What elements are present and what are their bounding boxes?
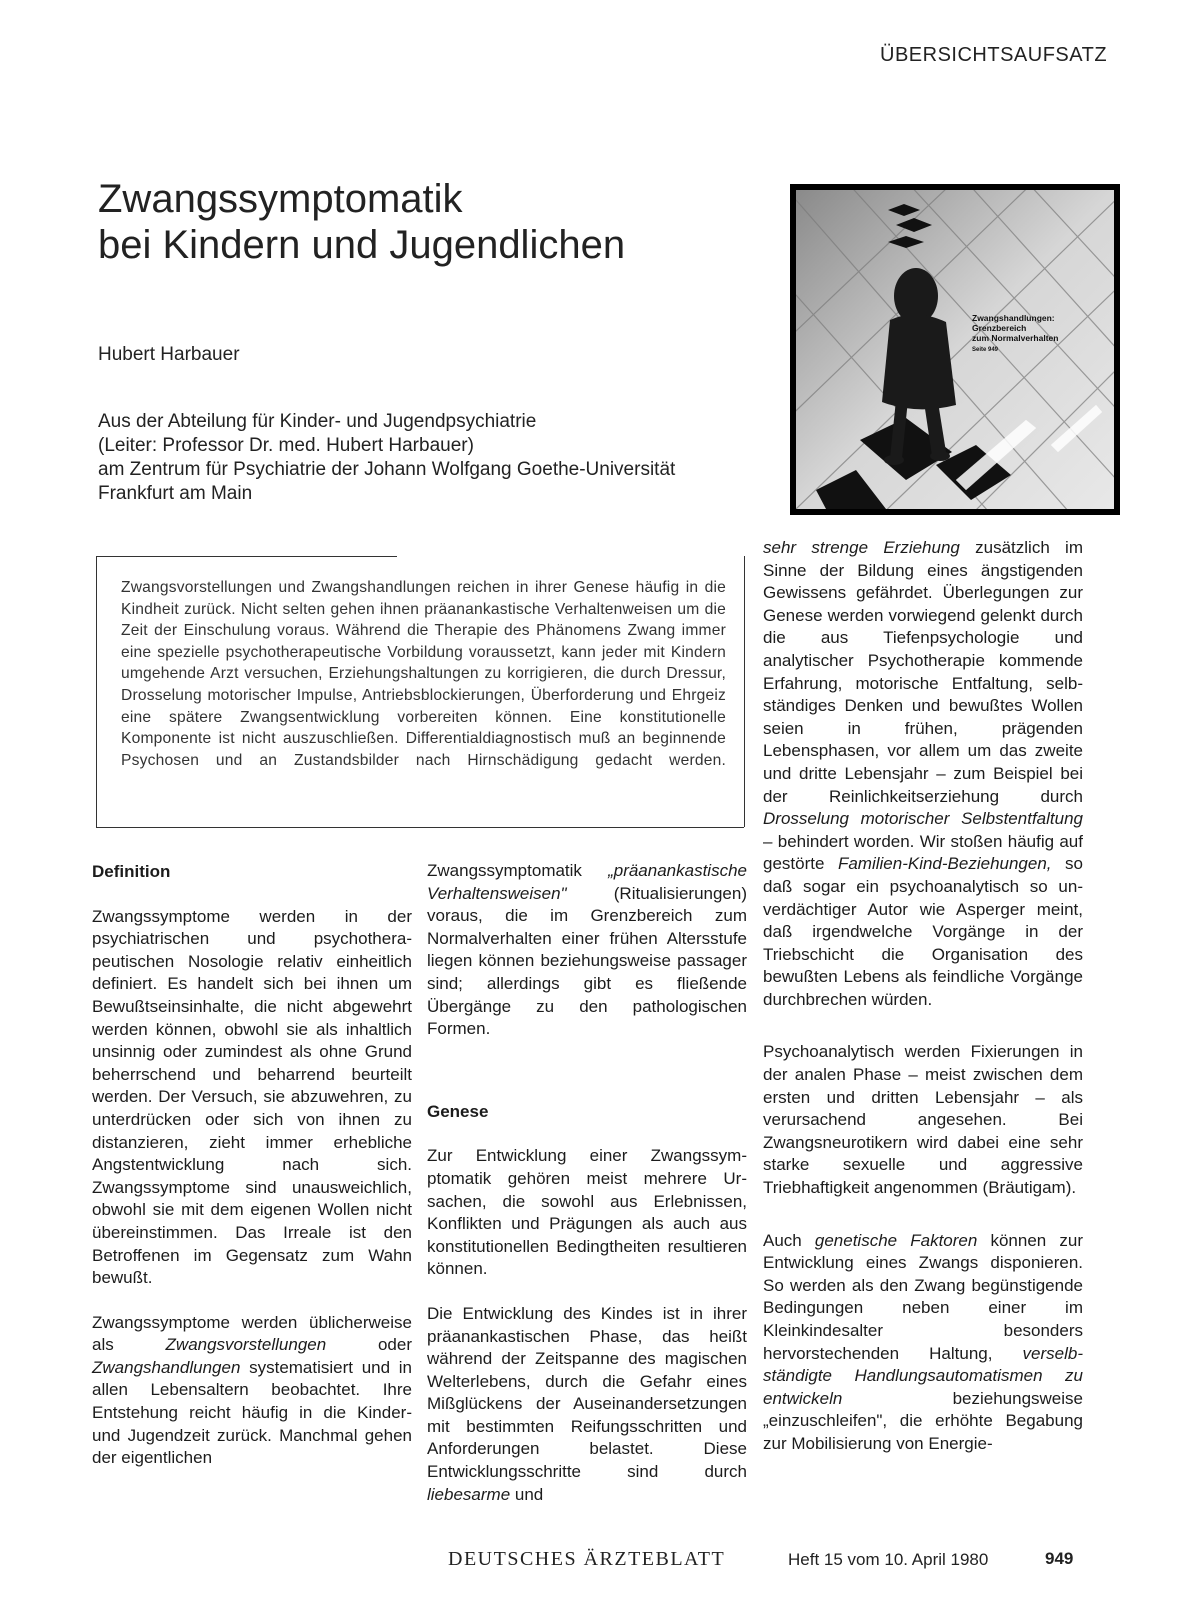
photo-caption-line: zum Normalverhalten (972, 333, 1059, 343)
paragraph: Auch genetische Faktoren können zur Entwicklung eines Zwangs disponieren. So werden als den Zwang begünstigende Bedingungen neben einer im Kleinkindesalter besonders hervorstechenden Haltung, verselbständigte Handlungsautomatismen zu entwickeln beziehungsweise „einzuschleifen", die erhöhte Begabung zur Mobilisierung von Energie- (763, 1230, 1083, 1453)
column-1 (92, 861, 412, 1492)
paragraph: Zwangssymptome werden in der psychiatrischen und psychotherapeutischen Nosologie relativ einheitlich definiert. Es handelt sich bei ihnen um Bewußtseinsinhalte, die nicht abgewehrt werden können, obwohl sie als inhaltlich unsinnig oder zumindest als ohne Grund beherrschend und beharrend beurteilt werden. Der Versuch, sie abzuwehren, zu unterdrücken oder sich von ihnen zu distanzieren, zieht immer erhebliche Angstentwicklung nach sich. Zwangssymptome sind unausweichlich, obwohl sie mit dem eigenen Wollen nicht übereinstimmen. Das Irreale ist den Betroffenen im Gegensatz zum Wahn bewußt. (92, 906, 412, 1288)
column-2 (427, 860, 747, 1528)
affiliation-line: Frankfurt am Main (98, 483, 253, 504)
paragraph: Zur Entwicklung einer Zwangssymptomatik gehören meist mehrere Ursachen, die sowohl aus Erlebnissen, Konflikten und Prägungen als auch aus konstitutionellen Bedingtheiten resultieren können. (427, 1146, 747, 1279)
column-3 (763, 537, 1083, 1478)
author-name: Hubert Harbauer (98, 344, 240, 365)
paragraph: sehr strenge Erziehung zusätzlich im Sinne der Bildung eines ängstigenden Gewissens gefährdet. Überlegungen zur Genese werden vorwiegend gelenkt durch die aus Tiefenpsychologie und analytischer Psychotherapie kommende Erfahrung, motorische Entfaltung, selbständiges Denken und bewußtes Wollen seien in frühen, prägenden Lebensphasen, vor allem um das zweite und dritte Lebensjahr – zum Beispiel bei der Reinlichkeitserziehung durch Drosselung motorischer Selbstentfaltung – behindert worden. Wir stoßen häufig auf gestörte Familien-Kind-Beziehungen, so daß sogar ein psychoanalytisch so unverdächtiger Autor wie Asperger meint, daß irgendwelche Vorgänge in der Triebschicht die Organisation des bewußten Lebens als feindliche Vorgänge durchbrechen würden. (763, 538, 1083, 1009)
cover-photo (790, 184, 1120, 515)
photo-caption-line: Zwangshandlungen: (972, 313, 1055, 323)
child-on-tiles-photo (796, 190, 1114, 509)
affiliation-line: (Leiter: Professor Dr. med. Hubert Harbauer) (98, 435, 474, 456)
abstract-text: Zwangsvorstellungen und Zwangshandlungen reichen in ihrer Genese häufig in die Kindheit zurück. Nicht selten gehen ihnen präanankastische Verhaltenweisen um die Zeit der Einschulung voraus. Während die Therapie des Phänomens Zwang immer eine spezielle psychotherapeutische Vorbildung voraussetzt, kann jeder mit Kindern umgehende Arzt versuchen, Erziehungshaltungen zu korrigieren, die durch Dressur, Drosselung motorischer Impulse, Antriebsblockierungen, Überforderung und Ehrgeiz eine spätere Zwangsentwicklung vorbereiten können. Eine konstitutionelle Komponente ist nicht auszuschließen. Differentialdiagnostisch muß an beginnende Psychosen und an Zustandsbilder nach Hirnschädigung gedacht werden. (121, 579, 726, 769)
paragraph: Zwangssymptome werden üblicherweise als Zwangsvorstellungen oder Zwangshandlungen systematisiert und in allen Lebensaltern beobachtet. Ihre Entstehung reicht häufig in die Kinder- und Jugendzeit zurück. Manchmal gehen der eigentlichen (92, 1312, 412, 1468)
paragraph: Zwangssymptomatik „präanankastische Verhaltensweisen" (Ritualisierungen) voraus, die im Grenzbereich zum Normalverhalten einer frühen Altersstufe liegen können beziehungsweise passager sind; allerdings gibt es fließende Übergänge zu den pathologischen Formen. (427, 861, 747, 1039)
issue-info: Heft 15 vom 10. April 1980 (788, 1550, 989, 1569)
journal-name: DEUTSCHES ÄRZTEBLATT (448, 1548, 726, 1570)
paragraph: Die Entwicklung des Kindes ist in ihrer präanankastischen Phase, das heißt während der Zeitspanne des magischen Welterlebens, durch die Gefahr eines Mißglückens der Auseinandersetzungen mit bestimmten Reifungsschritten und Anforderungen belastet. Diese Entwicklungsschritte sind durch liebesarme und (427, 1303, 747, 1504)
photo-caption-line: Grenzbereich (972, 323, 1027, 333)
paragraph: Psychoanalytisch werden Fixierungen in der analen Phase – meist zwischen dem ersten und dritten Lebensjahr – als verursachend angesehen. Bei Zwangsneurotikern wird dabei eine sehr starke sexuelle und aggressive Triebhaftigkeit angenommen (Bräutigam). (763, 1042, 1083, 1198)
affiliation-line: am Zentrum für Psychiatrie der Johann Wolfgang Goethe-Universität (98, 459, 676, 480)
affiliation (98, 410, 675, 506)
section-heading-genese: Genese (427, 1101, 489, 1121)
page-number: 949 (1045, 1549, 1074, 1568)
title-line-1: Zwangssymptomatik (98, 177, 463, 221)
section-label: ÜBERSICHTSAUFSATZ (880, 44, 1108, 66)
section-heading-definition: Definition (92, 862, 171, 881)
title-line-2: bei Kindern und Jugendlichen (98, 223, 626, 267)
affiliation-line: Aus der Abteilung für Kinder- und Jugendpsychiatrie (98, 411, 537, 432)
article-title (98, 176, 625, 268)
photo-caption-line: Seite 949 (972, 347, 999, 353)
